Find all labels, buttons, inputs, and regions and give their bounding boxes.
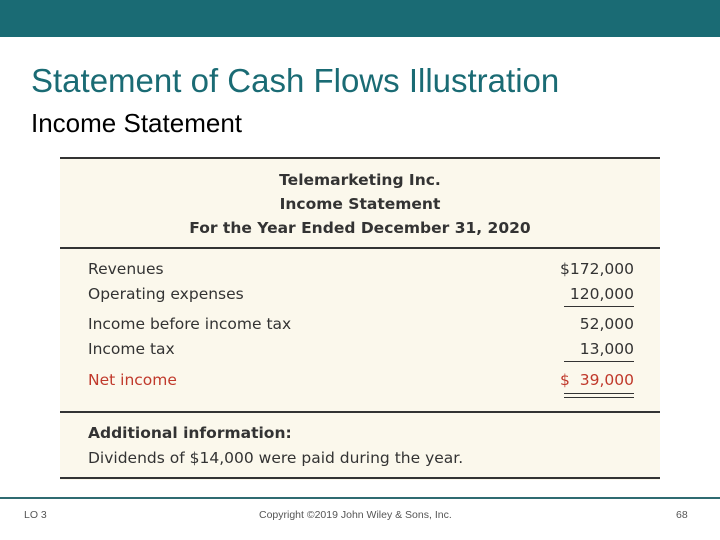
- header-rule: [60, 247, 660, 249]
- top-banner: [0, 0, 720, 37]
- subtotal-underline: [564, 306, 634, 307]
- row-label-income-tax: Income tax: [88, 340, 175, 358]
- row-amount-income-tax: 13,000: [579, 340, 634, 358]
- income-statement-panel: [60, 157, 660, 480]
- double-underline-bottom: [564, 397, 634, 398]
- row-label-revenues: Revenues: [88, 260, 164, 278]
- additional-info-text: Dividends of $14,000 were paid during the year.: [88, 449, 464, 467]
- slide-title: Statement of Cash Flows Illustration: [31, 62, 560, 99]
- bottom-rule: [60, 477, 660, 479]
- section-rule: [60, 411, 660, 413]
- row-amount-net-income: $ 39,000: [560, 371, 634, 389]
- top-rule: [60, 157, 660, 159]
- row-label-income-before-tax: Income before income tax: [88, 315, 292, 333]
- double-underline-top: [564, 393, 634, 394]
- row-label-operating-expenses: Operating expenses: [88, 285, 244, 303]
- row-amount-income-before-tax: 52,000: [579, 315, 634, 333]
- learning-objective: LO 3: [24, 509, 47, 521]
- statement-period: For the Year Ended December 31, 2020: [189, 219, 531, 237]
- additional-info-heading: Additional information:: [88, 424, 292, 442]
- page-number: 68: [676, 509, 688, 521]
- footer-rule: [0, 497, 720, 499]
- copyright-notice: Copyright ©2019 John Wiley & Sons, Inc.: [259, 509, 452, 521]
- row-amount-revenues: $172,000: [560, 260, 634, 278]
- row-amount-operating-expenses: 120,000: [569, 285, 634, 303]
- row-label-net-income: Net income: [88, 371, 177, 389]
- statement-name: Income Statement: [279, 195, 441, 213]
- company-name: Telemarketing Inc.: [279, 171, 441, 189]
- tax-underline: [564, 361, 634, 362]
- slide-subtitle: Income Statement: [31, 108, 242, 138]
